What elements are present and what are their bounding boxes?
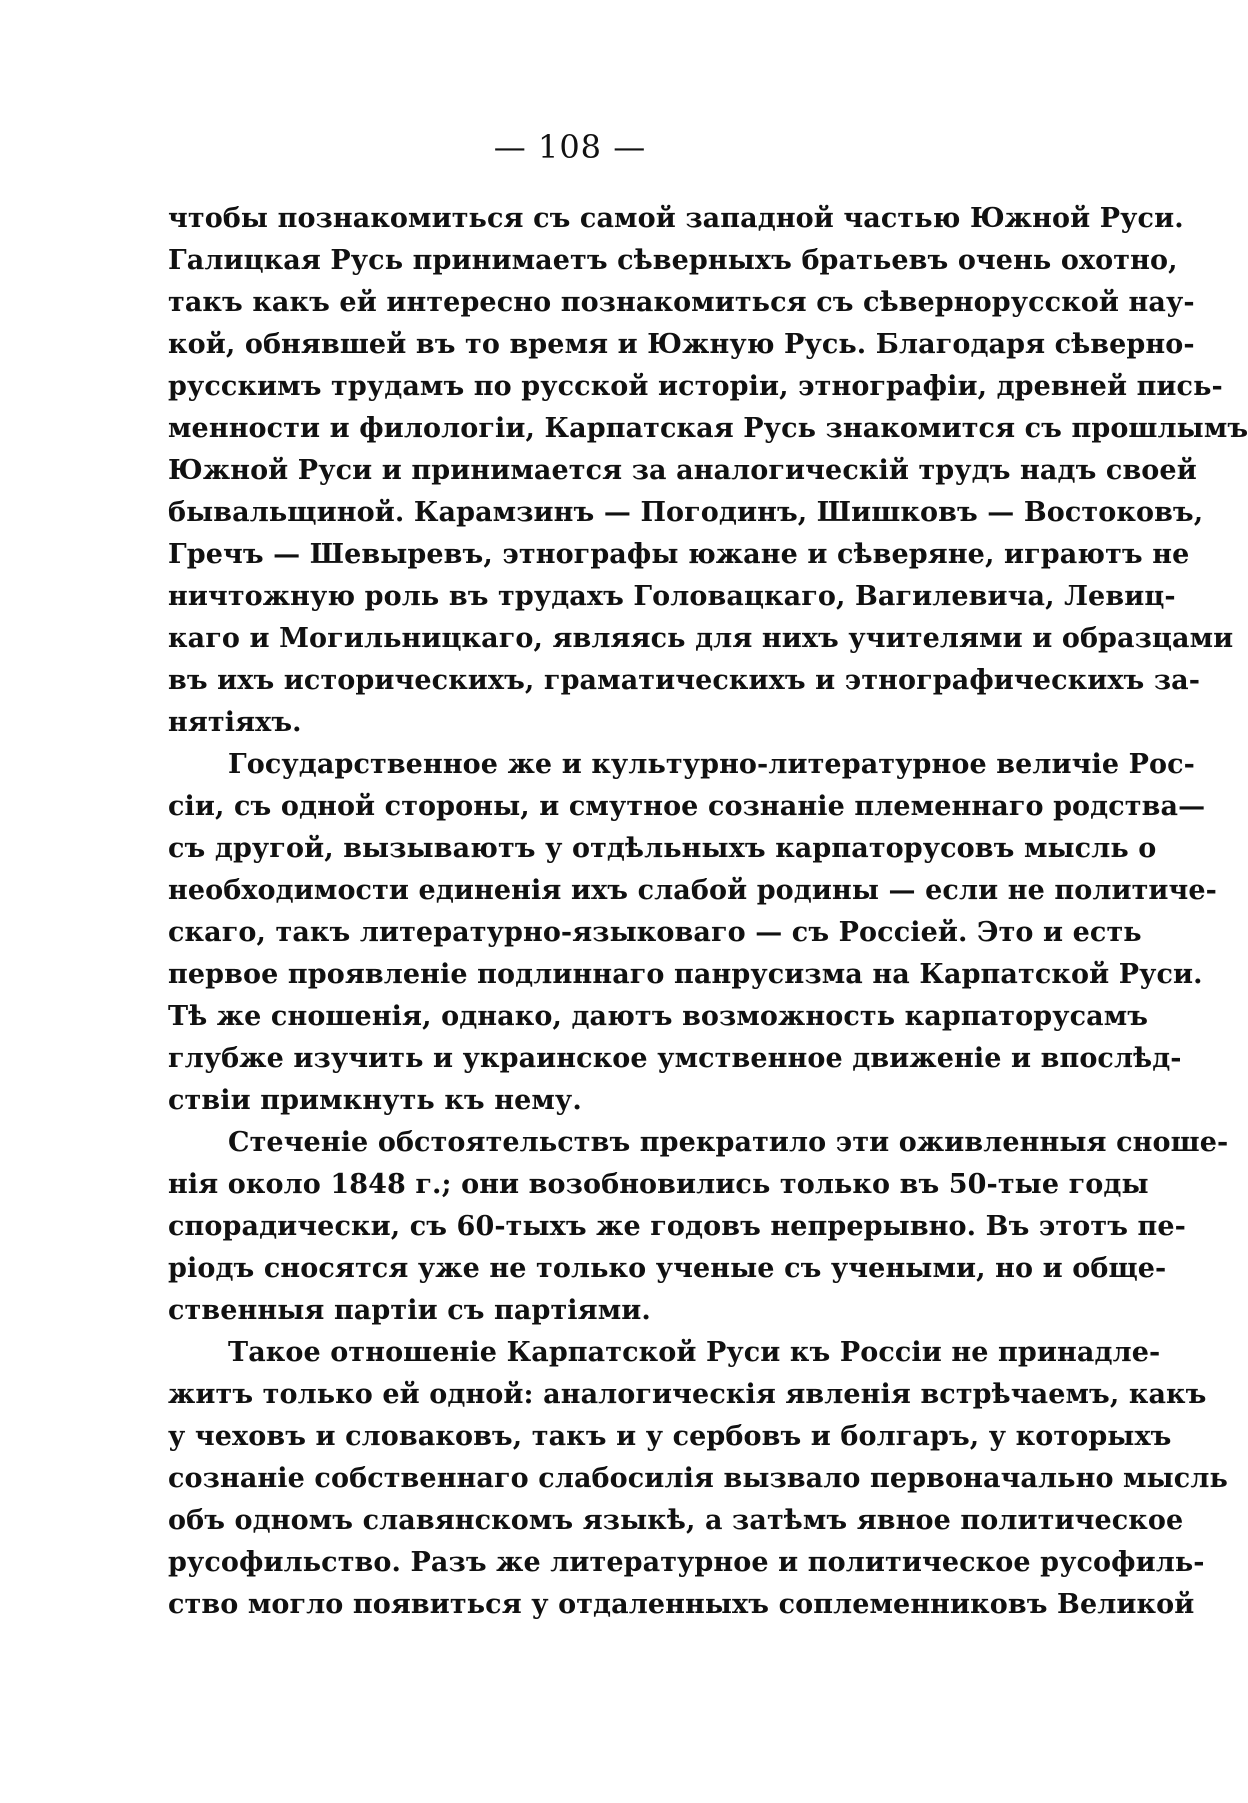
text-line: житъ только ей одной: аналогическія явленія встрѣчаемъ, какъ: [168, 1379, 1207, 1410]
text-line: въ ихъ историческихъ, граматическихъ и этнографическихъ за-: [168, 665, 1201, 696]
text-line: такъ какъ ей интересно познакомиться съ сѣвернорусской нау-: [168, 287, 1195, 318]
text-line: сіи, съ одной стороны, и смутное сознаніе племеннаго родства—: [168, 791, 1206, 822]
text-line: ствіи примкнуть къ нему.: [168, 1085, 582, 1116]
text-line: Южной Руси и принимается за аналогическій трудъ надъ своей: [168, 455, 1197, 486]
text-line: спорадически, съ 60-тыхъ же годовъ непрерывно. Въ этотъ пе-: [168, 1211, 1186, 1242]
text-line: Тѣ же сношенія, однако, даютъ возможность карпаторусамъ: [168, 1001, 1149, 1032]
body-text: [168, 198, 1248, 1626]
text-line: нія около 1848 г.; они возобновились только въ 50-тые годы: [168, 1169, 1149, 1200]
text-line: у чеховъ и словаковъ, такъ и у сербовъ и болгаръ, у которыхъ: [168, 1421, 1172, 1452]
text-line: бывальщиной. Карамзинъ — Погодинъ, Шишковъ — Востоковъ,: [168, 497, 1204, 528]
text-line: необходимости единенія ихъ слабой родины — если не политиче-: [168, 875, 1217, 906]
text-line: ріодъ сносятся уже не только ученые съ учеными, но и обще-: [168, 1253, 1167, 1284]
text-line: ничтожную роль въ трудахъ Головацкаго, Вагилевича, Левиц-: [168, 581, 1176, 612]
text-line: Стеченіе обстоятельствъ прекратило эти оживленныя сноше-: [228, 1127, 1229, 1158]
text-line: русскимъ трудамъ по русской исторіи, этнографіи, древней пись-: [168, 371, 1223, 402]
text-line: каго и Могильницкаго, являясь для нихъ учителями и образцами: [168, 623, 1234, 654]
text-line: первое проявленіе подлиннаго панрусизма на Карпатской Руси.: [168, 959, 1203, 990]
text-line: глубже изучить и украинское умственное движеніе и впослѣд-: [168, 1043, 1182, 1074]
text-line: менности и филологіи, Карпатская Русь знакомится съ прошлымъ: [168, 413, 1248, 444]
text-line: ственныя партіи съ партіями.: [168, 1295, 651, 1326]
text-line: Гречъ — Шевыревъ, этнографы южане и сѣверяне, играютъ не: [168, 539, 1190, 570]
text-line: нятіяхъ.: [168, 707, 302, 738]
page-number: — 108 —: [493, 128, 647, 166]
text-line: ство могло появиться у отдаленныхъ соплеменниковъ Великой: [168, 1589, 1195, 1620]
text-line: кой, обнявшей въ то время и Южную Русь. Благодаря сѣверно-: [168, 329, 1195, 360]
text-line: съ другой, вызываютъ у отдѣльныхъ карпаторусовъ мысль о: [168, 833, 1157, 864]
text-line: Галицкая Русь принимаетъ сѣверныхъ братьевъ очень охотно,: [168, 245, 1178, 276]
text-line: русофильство. Разъ же литературное и политическое русофиль-: [168, 1547, 1205, 1578]
text-line: скаго, такъ литературно-языковаго — съ Россіей. Это и есть: [168, 917, 1142, 948]
text-line: Такое отношеніе Карпатской Руси къ Россіи не принадле-: [228, 1337, 1161, 1368]
text-line: чтобы познакомиться съ самой западной частью Южной Руси.: [168, 203, 1184, 234]
text-line: Государственное же и культурно-литературное величіе Рос-: [228, 749, 1195, 780]
text-line: объ одномъ славянскомъ языкѣ, а затѣмъ явное политическое: [168, 1505, 1184, 1536]
text-line: сознаніе собственнаго слабосилія вызвало первоначально мысль: [168, 1463, 1228, 1494]
